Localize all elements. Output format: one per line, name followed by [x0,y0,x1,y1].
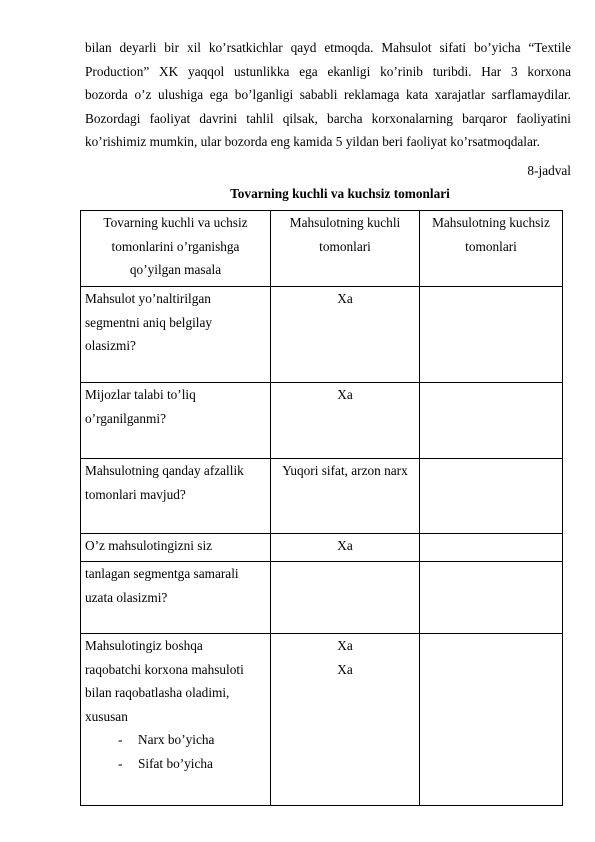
paragraph-line: bilan deyarli bir xil ko’rsatkichlar qayd etmoqda. Mahsulot sifati bo’yicha “Textile [85,40,571,55]
paragraph-line: ko’rishimiz mumkin, ular bozorda eng kamida 5 yildan beri faoliyat ko’rsatmoqdalar. [85,134,540,150]
question-cell: Mahsulot yo’naltirilgan segmentni aniq belgilay olasizmi? [81,287,271,383]
table-row [81,634,563,806]
table-header-row [81,211,563,287]
header-weak: Mahsulotning kuchsiz tomonlari [420,211,563,287]
table-row [81,383,563,459]
body-paragraph [85,36,571,154]
question-cell: O’z mahsulotingizni siz [81,534,271,562]
table-row [81,287,563,383]
table-row [81,562,563,634]
weak-cell [420,562,563,634]
table-title: Tovarning kuchli va kuchsiz tomonlari [230,186,450,201]
table-row [81,534,563,562]
table-row [81,459,563,534]
question-cell: Mahsulotning qanday afzallik tomonlari mavjud? [81,459,271,534]
paragraph-line: bozorda o’z ulushiga ega bo’lganligi sababli reklamaga kata xarajatlar sarflamaydilar. [85,87,571,103]
question-cell: Mahsulotingiz boshqa raqobatchi korxona mahsuloti bilan raqobatlasha oladimi, xususan - Narx bo’yicha - Sifat bo’yicha [81,634,271,806]
table-number: 8-jadval [527,163,571,178]
sub-list [85,728,266,775]
weak-cell [420,534,563,562]
question-cell: tanlagan segmentga samarali uzata olasizmi? [81,562,271,634]
paragraph-line: Bozordagi faoliyat davrini tahlil qilsak, barcha korxonalarning barqaror faoliyatini [85,110,571,126]
header-strong: Mahsulotning kuchli tomonlari [271,211,420,287]
strong-cell: Xa [271,534,420,562]
strengths-weaknesses-table [80,210,563,806]
weak-cell [420,383,563,459]
list-item: - Narx bo’yicha [118,732,215,747]
weak-cell [420,287,563,383]
paragraph-line: Production” XK yaqqol ustunlikka ega ekanligi ko’rinib turibdi. Har 3 korxona [85,63,571,79]
strong-cell: Xa [271,383,420,459]
question-cell: Mijozlar talabi to’liq o’rganilganmi? [81,383,271,459]
strong-cell: Xa Xa [271,634,420,806]
weak-cell [420,634,563,806]
list-item: - Sifat bo’yicha [118,755,213,771]
strong-cell: Xa [271,287,420,383]
header-question: Tovarning kuchli va uchsiz tomonlarini o’rganishga qo’yilgan masala [81,211,271,287]
strong-cell [271,562,420,634]
weak-cell [420,459,563,534]
strong-cell: Yuqori sifat, arzon narx [271,459,420,534]
